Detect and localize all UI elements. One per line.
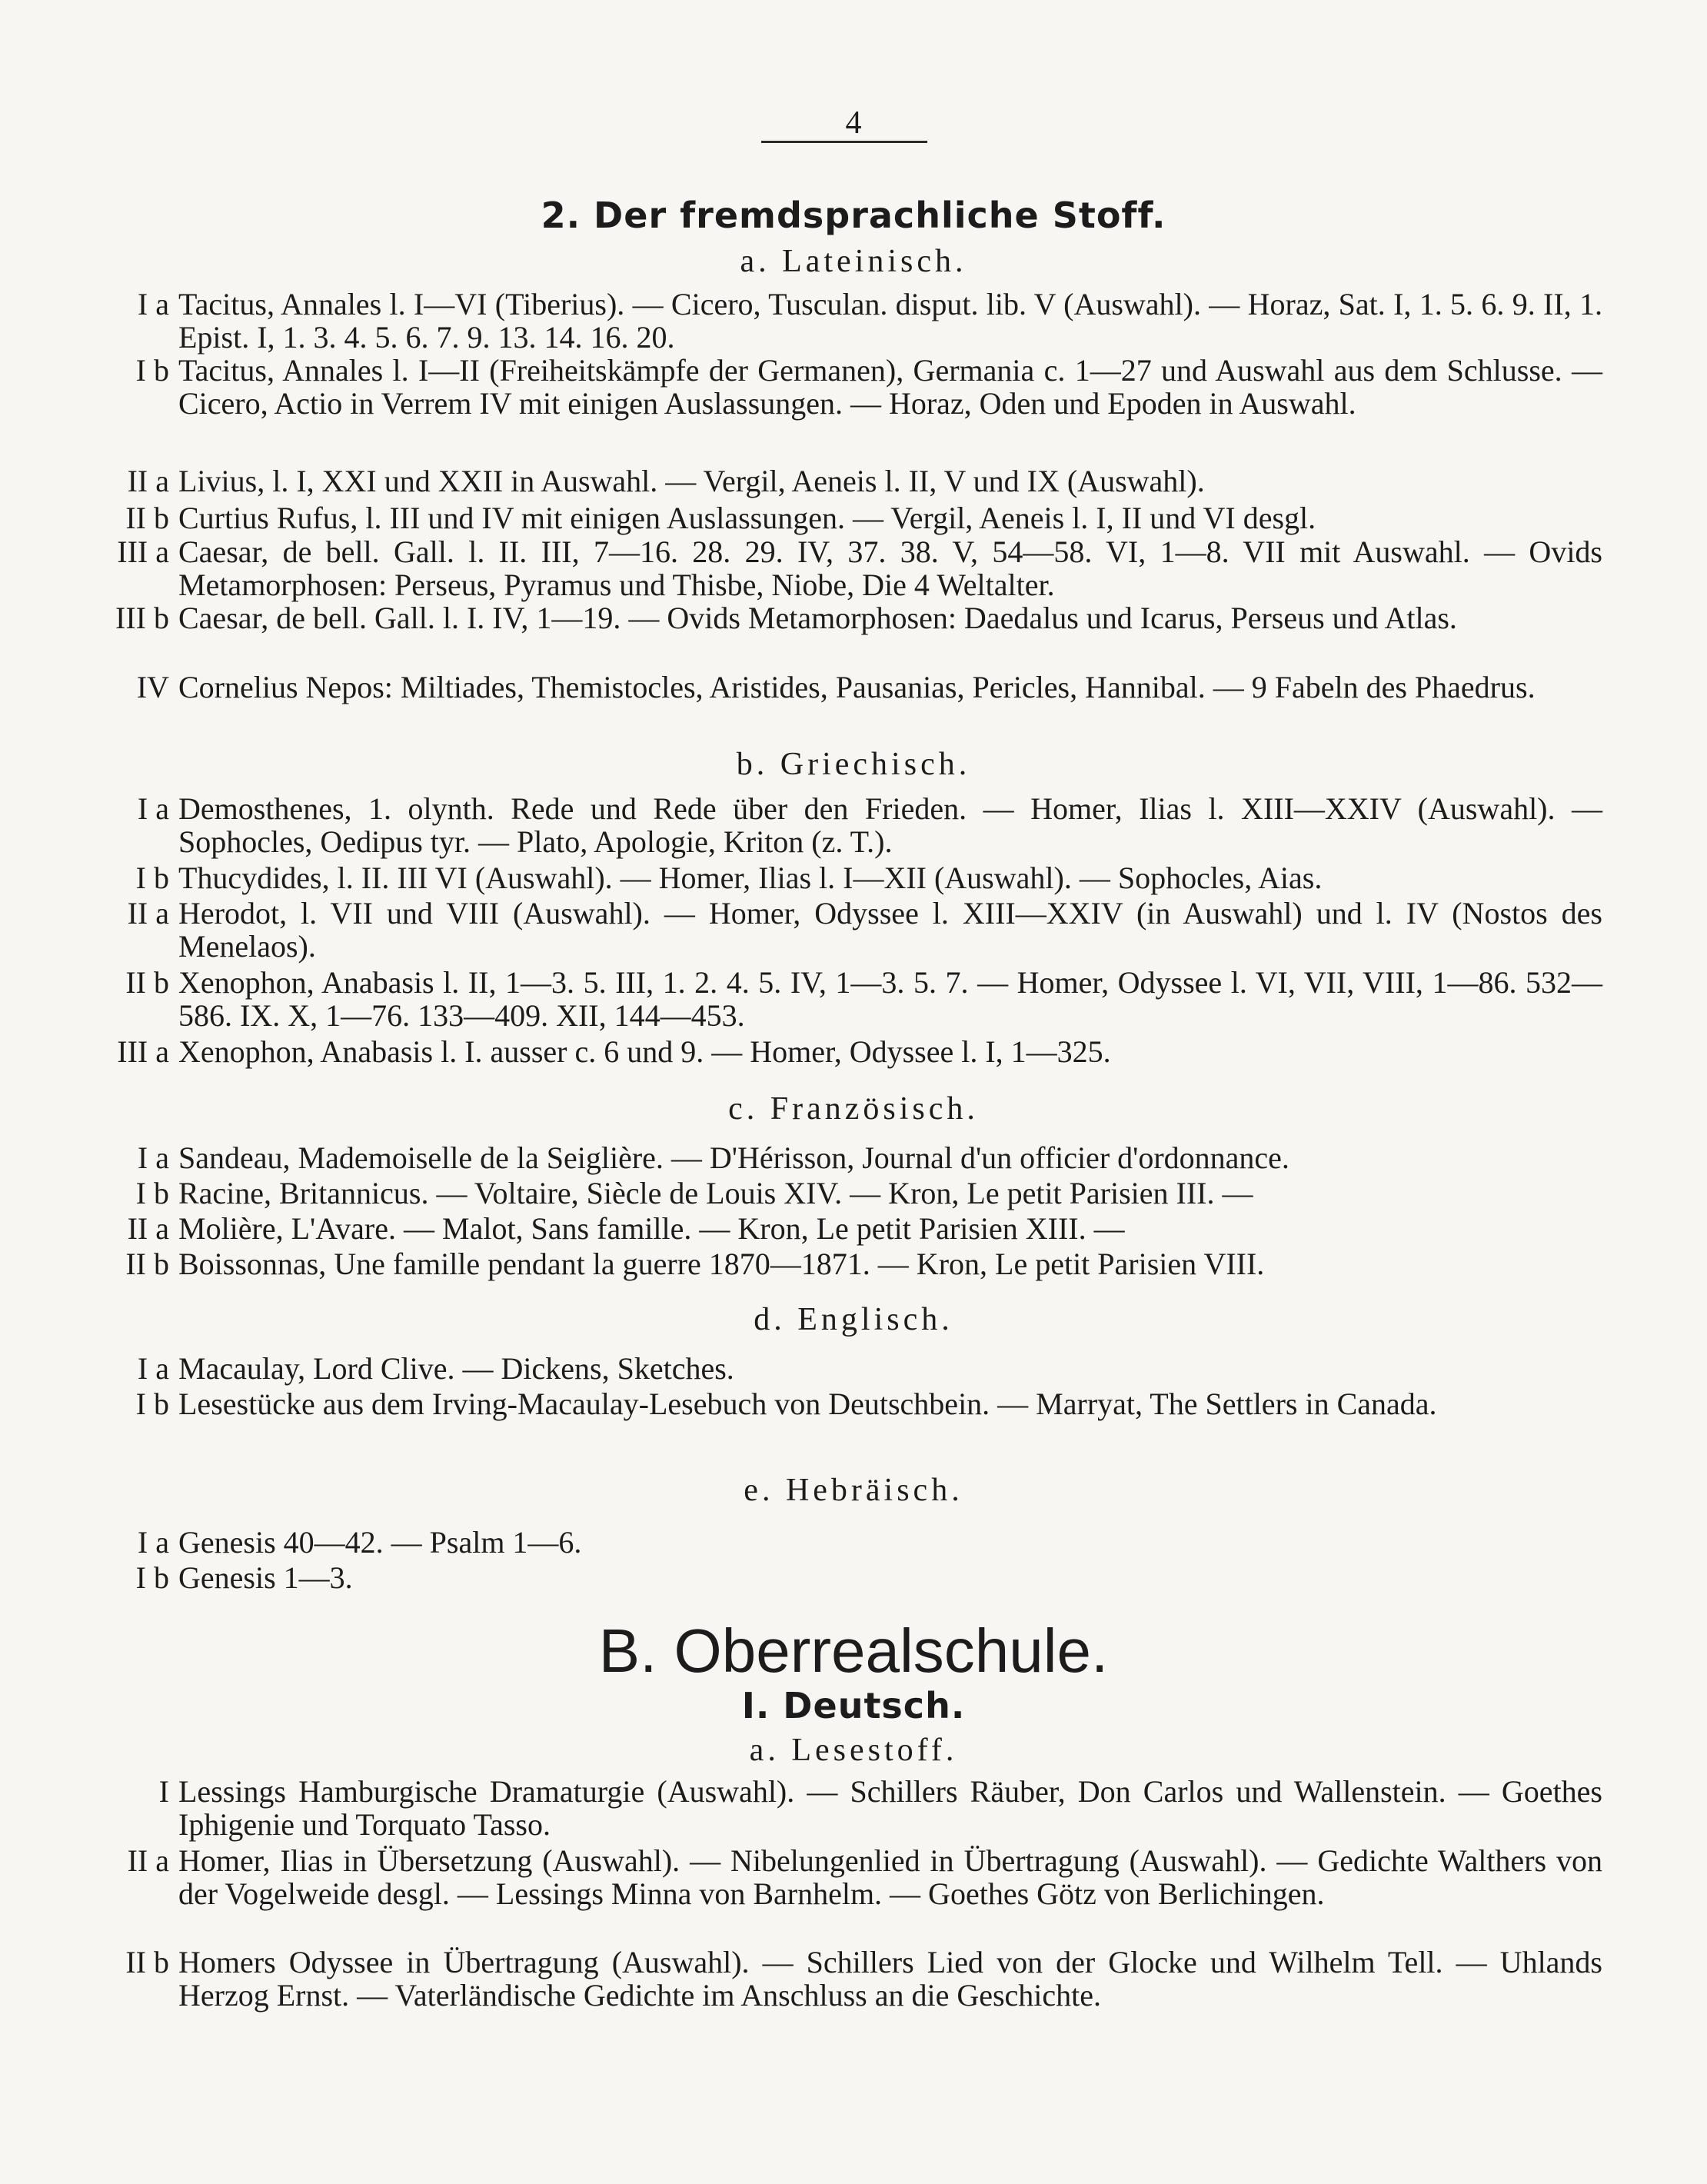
entry-text: Herodot, l. VII und VIII (Auswahl). — Homer, Odyssee l. XIII—XXIV (in Auswahl) und l. IV (Nostos des Menelaos). (178, 896, 1602, 964)
class-label: I a (137, 1351, 169, 1386)
class-label: II b (125, 501, 169, 535)
entry-text: Xenophon, Anabasis l. I. ausser c. 6 und 9. — Homer, Odyssee l. I, 1—325. (178, 1034, 1111, 1069)
section-heading-foreign-language: 2. Der fremdsprachliche Stoff. (541, 195, 1166, 236)
entry-text: Genesis 1—3. (178, 1560, 353, 1595)
section-title-oberrealschule: B. Oberrealschule. (598, 1616, 1109, 1685)
class-label: I b (135, 1176, 169, 1210)
entry-text: Caesar, de bell. Gall. l. II. III, 7—16. 28. 29. IV, 37. 38. V, 54—58. VI, 1—8. VII mit Auswahl. — Ovids Metamorphosen: Perseus, Pyramus und Thisbe, Niobe, Die 4 Weltalter. (178, 534, 1602, 602)
subheading-latin: a. Lateinisch. (740, 244, 967, 279)
subheading-reading: a. Lesestoff. (749, 1733, 958, 1768)
entry-text: Molière, L'Avare. — Malot, Sans famille. — Kron, Le petit Parisien XIII. — (178, 1211, 1125, 1246)
class-label: IV (136, 670, 169, 704)
subheading-hebrew: e. Hebräisch. (744, 1473, 963, 1508)
entry-text: Homers Odyssee in Übertragung (Auswahl). — Schillers Lied von der Glocke und Wilhelm Tell. — Uhlands Herzog Ernst. — Vaterländische Gedichte im Anschluss an die Geschichte. (178, 1945, 1602, 2013)
class-label: II a (127, 464, 169, 498)
page-number: 4 (845, 105, 862, 141)
class-label: I a (137, 287, 169, 321)
entry-text: Demosthenes, 1. olynth. Rede und Rede über den Frieden. — Homer, Ilias l. XIII—XXIV (Auswahl). — Sophocles, Oedipus tyr. — Plato, Apologie, Kriton (z. T.). (178, 791, 1602, 859)
class-label: II a (127, 896, 169, 931)
class-label: I a (137, 1525, 169, 1560)
entry-text: Racine, Britannicus. — Voltaire, Siècle de Louis XIV. — Kron, Le petit Parisien III. — (178, 1176, 1253, 1210)
class-label: I b (135, 1387, 169, 1421)
entry-text: Macaulay, Lord Clive. — Dickens, Sketches. (178, 1351, 734, 1386)
entry-text: Curtius Rufus, l. III und IV mit einigen Auslassungen. — Vergil, Aeneis l. I, II und VI desgl. (178, 501, 1316, 535)
entry-text: Tacitus, Annales l. I—VI (Tiberius). — Cicero, Tusculan. disput. lib. V (Auswahl). — Horaz, Sat. I, 1. 5. 6. 9. II, 1. Epist. I, 1. 3. 4. 5. 6. 7. 9. 13. 14. 16. 20. (178, 287, 1602, 355)
class-label: III a (117, 1034, 169, 1069)
class-label: II a (127, 1843, 169, 1878)
page-number-rule (761, 141, 927, 143)
entry-text: Lesestücke aus dem Irving-Macaulay-Lesebuch von Deutschbein. — Marryat, The Settlers in Canada. (178, 1387, 1437, 1421)
class-label: I b (135, 1560, 169, 1595)
entry-text: Lessings Hamburgische Dramaturgie (Auswahl). — Schillers Räuber, Don Carlos und Wallenstein. — Goethes Iphigenie und Torquato Tasso. (178, 1774, 1602, 1842)
subheading-english: d. Englisch. (754, 1302, 953, 1337)
entry-text: Thucydides, l. II. III VI (Auswahl). — Homer, Ilias l. I—XII (Auswahl). — Sophocles, Aias. (178, 861, 1323, 895)
entry-text: Homer, Ilias in Übersetzung (Auswahl). — Nibelungenlied in Übertragung (Auswahl). — Gedichte Walthers von der Vogelweide desgl. — Lessings Minna von Barnhelm. — Goethes Götz von Berlichingen. (178, 1843, 1602, 1911)
class-label: III a (117, 534, 169, 569)
entry-text: Boissonnas, Une famille pendant la guerre 1870—1871. — Kron, Le petit Parisien VIII. (178, 1247, 1265, 1281)
entry-text: Caesar, de bell. Gall. l. I. IV, 1—19. — Ovids Metamorphosen: Daedalus und Icarus, Perseus und Atlas. (178, 601, 1457, 635)
entry-text: Xenophon, Anabasis l. II, 1—3. 5. III, 1. 2. 4. 5. IV, 1—3. 5. 7. — Homer, Odyssee l. VI, VII, VIII, 1—86. 532—586. IX. X, 1—76. 133—409. XII, 144—453. (178, 965, 1602, 1033)
entry-text: Genesis 40—42. — Psalm 1—6. (178, 1525, 582, 1560)
class-label: I (158, 1774, 169, 1809)
entry-text: Tacitus, Annales l. I—II (Freiheitskämpfe der Germanen), Germania c. 1—27 und Auswahl aus dem Schlusse. — Cicero, Actio in Verrem IV mit einigen Auslassungen. — Horaz, Oden und Epoden in Auswahl. (178, 353, 1602, 421)
class-label: II a (127, 1211, 169, 1246)
entry-text: Cornelius Nepos: Miltiades, Themistocles, Aristides, Pausanias, Pericles, Hannibal. — 9 Fabeln des Phaedrus. (178, 670, 1536, 704)
class-label: III b (115, 601, 169, 635)
entry-text: Sandeau, Mademoiselle de la Seiglière. — D'Hérisson, Journal d'un officier d'ordonnance. (178, 1140, 1289, 1175)
class-label: II b (125, 1247, 169, 1281)
class-label: I a (137, 1140, 169, 1175)
entry-text: Livius, l. I, XXI und XXII in Auswahl. — Vergil, Aeneis l. II, V und IX (Auswahl). (178, 464, 1205, 498)
subheading-greek: b. Griechisch. (736, 747, 971, 782)
class-label: I a (137, 791, 169, 826)
class-label: II b (125, 1945, 169, 1979)
class-label: I b (135, 861, 169, 895)
class-label: II b (125, 965, 169, 1000)
class-label: I b (135, 353, 169, 388)
subheading-french: c. Französisch. (728, 1091, 979, 1127)
subsection-heading-german: I. Deutsch. (741, 1685, 966, 1726)
